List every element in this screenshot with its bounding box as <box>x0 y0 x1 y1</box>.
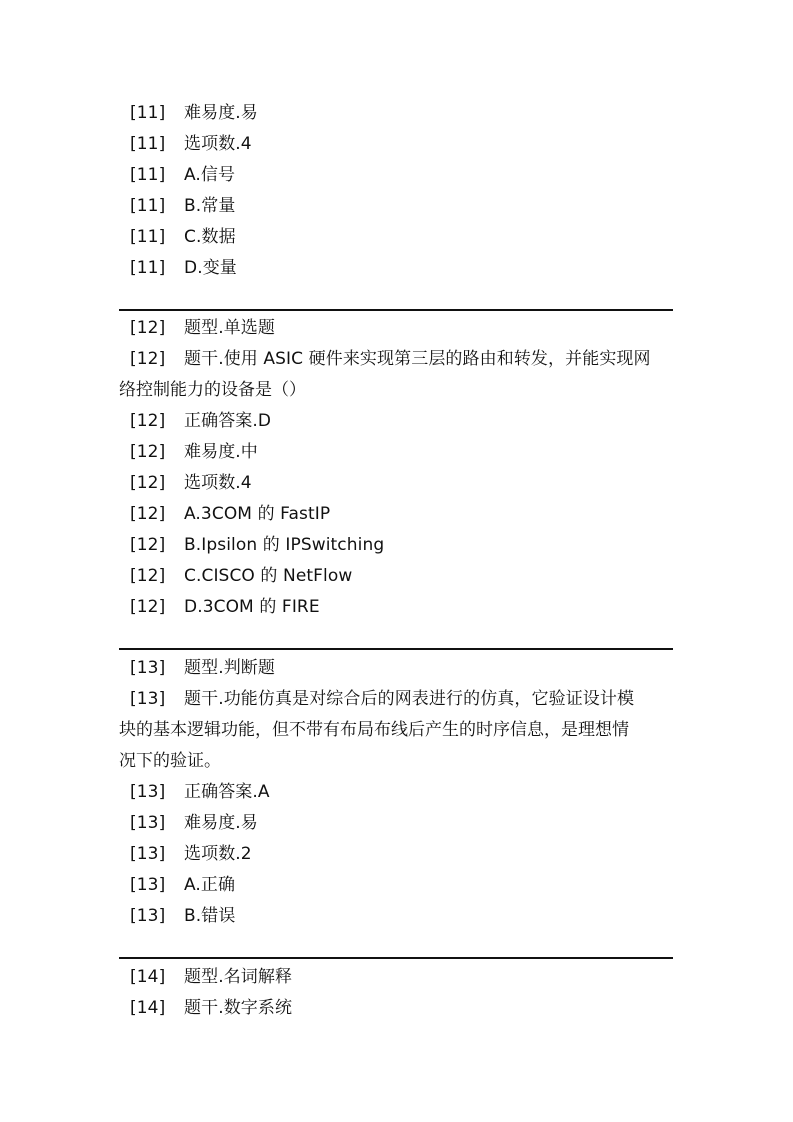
q11-number: [11] <box>130 103 166 123</box>
separator-rule <box>119 957 673 959</box>
q12-type: [12] 题型.单选题 <box>130 318 276 338</box>
q14-type: [14] 题型.名词解释 <box>130 967 293 987</box>
q12-option-a: [12] A.3COM 的 FastIP <box>130 504 331 524</box>
q12-option-count: [12] 选项数.4 <box>130 473 252 493</box>
q12-option-c: [12] C.CISCO 的 NetFlow <box>130 566 353 586</box>
separator-rule <box>119 309 673 311</box>
q13-stem: [13] 题干.功能仿真是对综合后的网表进行的仿真，它验证设计模 <box>130 689 635 709</box>
q13-difficulty: [13] 难易度.易 <box>130 813 258 833</box>
q12-stem: [12] 题干.使用 ASIC 硬件来实现第三层的路由和转发，并能实现网 <box>130 349 651 369</box>
q12-answer: [12] 正确答案.D <box>130 411 272 431</box>
q13-stem-continued: 块的基本逻辑功能，但不带有布局布线后产生的时序信息，是理想情 <box>119 720 629 740</box>
q12-difficulty: [12] 难易度.中 <box>130 442 258 462</box>
q11-option-d: [11] D.变量 <box>130 258 237 278</box>
q11-option-a: [11] A.信号 <box>130 165 236 185</box>
q11-option-b: [11] B.常量 <box>130 196 236 216</box>
q12-option-d: [12] D.3COM 的 FIRE <box>130 597 320 617</box>
q11-option-count: [11] 选项数.4 <box>130 134 252 154</box>
q14-stem: [14] 题干.数字系统 <box>130 998 293 1018</box>
q13-option-count: [13] 选项数.2 <box>130 844 252 864</box>
q12-stem-continued: 络控制能力的设备是（） <box>119 380 306 400</box>
separator-rule <box>119 648 673 650</box>
q13-stem-continued-2: 况下的验证。 <box>119 751 221 771</box>
q11-option-c: [11] C.数据 <box>130 227 236 247</box>
q13-option-b: [13] B.错误 <box>130 906 236 926</box>
q12-option-b: [12] B.Ipsilon 的 IPSwitching <box>130 535 385 555</box>
q13-type: [13] 题型.判断题 <box>130 658 276 678</box>
q13-option-a: [13] A.正确 <box>130 875 236 895</box>
q11-difficulty: [11] 难易度.易 <box>130 103 258 123</box>
q13-answer: [13] 正确答案.A <box>130 782 270 802</box>
